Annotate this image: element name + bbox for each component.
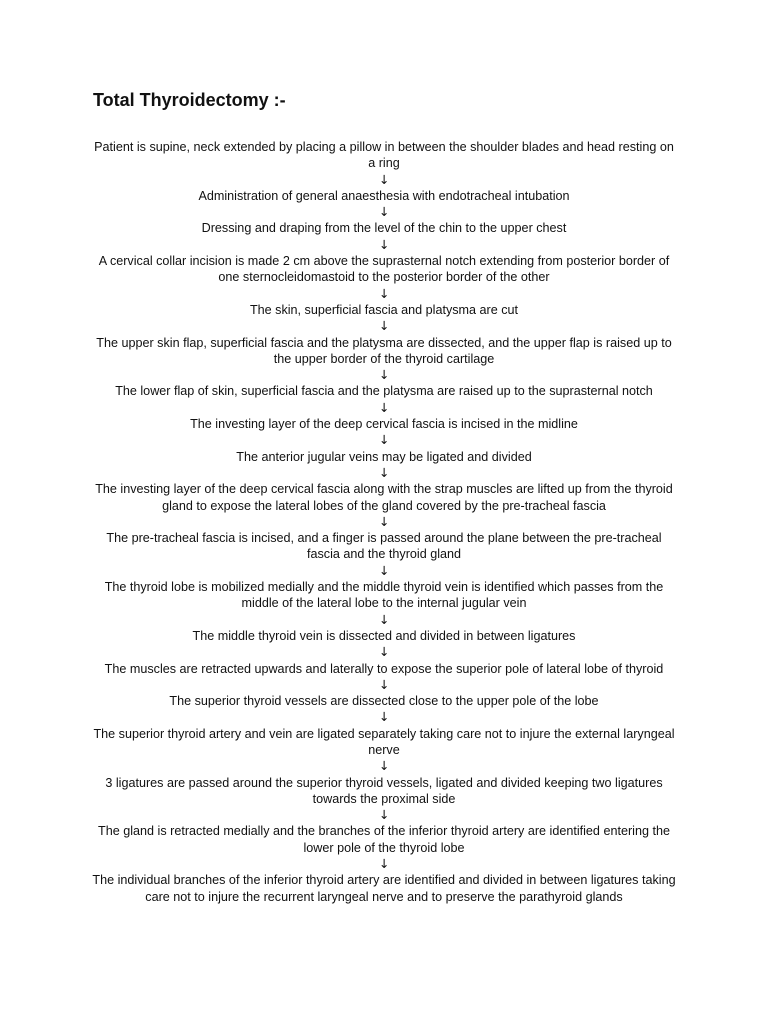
flow-step: The superior thyroid vessels are dissected close to the upper pole of the lobe: [169, 694, 599, 709]
down-arrow-icon: ↓: [378, 367, 390, 383]
down-arrow-icon: ↓: [378, 758, 390, 774]
down-arrow-icon: ↓: [378, 644, 390, 660]
flow-step: The upper skin flap, superficial fascia and the platysma are dissected, and the upper flap is raised up to the upper border of the thyroid cartilage: [96, 335, 672, 366]
down-arrow-icon: ↓: [378, 432, 390, 448]
down-arrow-icon: ↓: [378, 464, 390, 480]
flow-step: The superior thyroid artery and vein are ligated separately taking care not to injure the external laryngeal nerve: [93, 726, 675, 757]
flow-step: The lower flap of skin, superficial fascia and the platysma are raised up to the suprasternal notch: [115, 384, 653, 399]
flow-step: Patient is supine, neck extended by placing a pillow in between the shoulder blades and head resting on a ring: [94, 140, 674, 171]
procedure-flowchart: [92, 139, 676, 905]
down-arrow-icon: ↓: [378, 562, 390, 578]
page-title: Total Thyroidectomy :-: [93, 90, 286, 110]
flow-step: 3 ligatures are passed around the superior thyroid vessels, ligated and divided keeping two ligatures towards the proximal side: [105, 775, 663, 806]
flow-step: The investing layer of the deep cervical fascia is incised in the midline: [190, 417, 578, 432]
down-arrow-icon: ↓: [378, 709, 390, 725]
flow-step: The investing layer of the deep cervical fascia along with the strap muscles are lifted up from the thyroid gland to expose the lateral lobes of the gland covered by the pre-tracheal fascia: [95, 482, 673, 513]
down-arrow-icon: ↓: [378, 399, 390, 415]
down-arrow-icon: ↓: [378, 236, 390, 252]
down-arrow-icon: ↓: [378, 171, 390, 187]
down-arrow-icon: ↓: [378, 285, 390, 301]
flow-step: The individual branches of the inferior thyroid artery are identified and divided in between ligatures taking care not to injure the recurrent laryngeal nerve and to preserve the parathyroid glands: [92, 873, 676, 904]
flow-step: The thyroid lobe is mobilized medially and the middle thyroid vein is identified which passes from the middle of the lateral lobe to the internal jugular vein: [104, 580, 664, 611]
flow-step: A cervical collar incision is made 2 cm above the suprasternal notch extending from posterior border of one sternocleidomastoid to the posterior border of the other: [98, 254, 670, 285]
flow-step: The muscles are retracted upwards and laterally to expose the superior pole of lateral lobe of thyroid: [104, 661, 664, 676]
down-arrow-icon: ↓: [378, 856, 390, 872]
flow-step: The anterior jugular veins may be ligated and divided: [236, 449, 532, 464]
flow-step: The middle thyroid vein is dissected and divided in between ligatures: [192, 628, 576, 643]
flow-step: The pre-tracheal fascia is incised, and a finger is passed around the plane between the pre-tracheal fascia and the thyroid gland: [106, 531, 662, 562]
down-arrow-icon: ↓: [378, 807, 390, 823]
flow-step: The skin, superficial fascia and platysma are cut: [249, 302, 519, 317]
flow-step: The gland is retracted medially and the branches of the inferior thyroid artery are identified entering the lower pole of the thyroid lobe: [98, 824, 670, 855]
down-arrow-icon: ↓: [378, 676, 390, 692]
down-arrow-icon: ↓: [378, 318, 390, 334]
flow-step: Administration of general anaesthesia with endotracheal intubation: [198, 188, 570, 203]
down-arrow-icon: ↓: [378, 204, 390, 220]
down-arrow-icon: ↓: [378, 513, 390, 529]
down-arrow-icon: ↓: [378, 611, 390, 627]
flow-step: Dressing and draping from the level of the chin to the upper chest: [201, 221, 567, 236]
